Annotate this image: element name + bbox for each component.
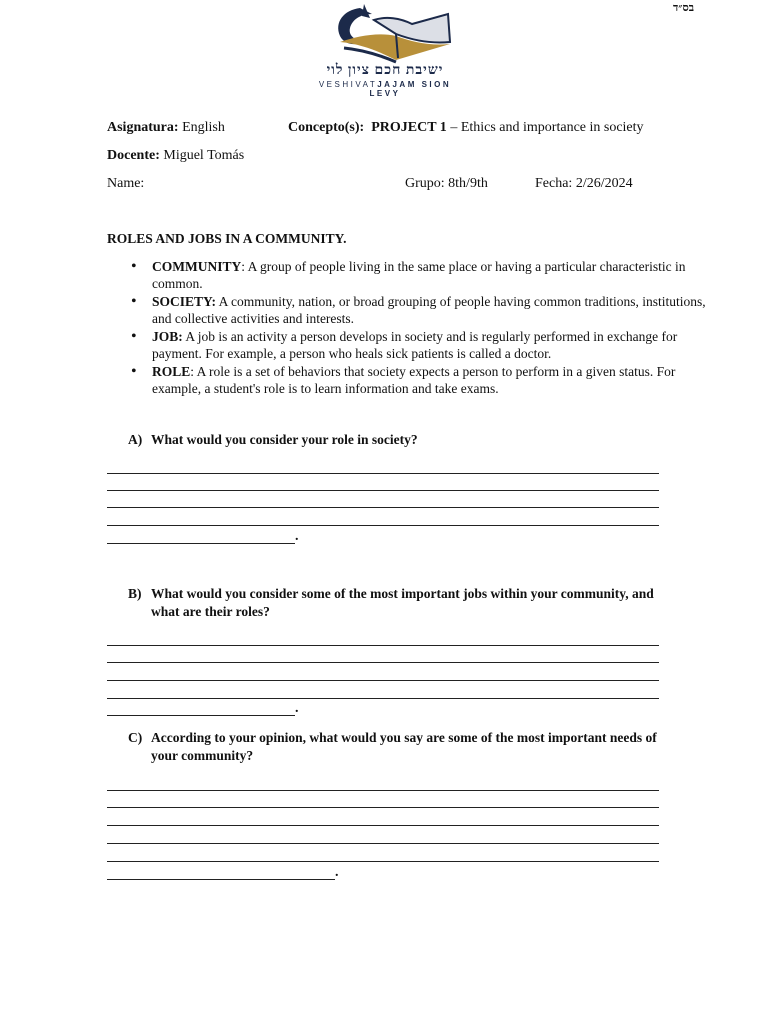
answer-line-c6[interactable] xyxy=(107,879,335,880)
definition-job xyxy=(152,329,712,362)
hebrew-corner-mark: בס״ד xyxy=(672,2,694,14)
line-end-period: . xyxy=(335,865,339,880)
answer-line-b5[interactable] xyxy=(107,715,295,716)
answer-line-c5[interactable] xyxy=(107,861,659,862)
answer-line-b3[interactable] xyxy=(107,680,659,681)
definition-text: A community, nation, or broad grouping of people having common traditions, institutions, and collective activities and interests. xyxy=(152,294,706,326)
logo-latin-bold: JAJAM SION LEVY xyxy=(369,80,452,98)
answer-line-a5[interactable] xyxy=(107,543,295,544)
answer-line-a4[interactable] xyxy=(107,525,659,526)
logo-latin-light: VESHIVAT xyxy=(318,80,378,89)
definition-society xyxy=(152,294,712,327)
teacher-value: Miguel Tomás xyxy=(163,148,245,163)
definition-text: : A role is a set of behaviors that society expects a person to perform in a given status. For example, a student's role is to learn information and take exams. xyxy=(152,364,676,396)
book-logo-icon xyxy=(300,2,470,64)
concept-rest: – Ethics and importance in society xyxy=(450,120,644,135)
definition-term: JOB: xyxy=(152,329,183,344)
answer-line-b4[interactable] xyxy=(107,698,659,699)
answer-line-a2[interactable] xyxy=(107,490,659,491)
answer-line-c2[interactable] xyxy=(107,807,659,808)
question-text: According to your opinion, what would you say are some of the most important needs of your community? xyxy=(151,730,657,763)
definition-community xyxy=(152,259,712,292)
answer-line-b2[interactable] xyxy=(107,662,659,663)
answer-line-c1[interactable] xyxy=(107,790,659,791)
concept-project: PROJECT 1 xyxy=(371,120,447,135)
group-text: Grupo: 8th/9th xyxy=(405,176,488,191)
subject-line xyxy=(107,119,225,137)
subject-label: Asignatura: xyxy=(107,120,179,135)
question-c xyxy=(128,729,668,765)
definition-text: A job is an activity a person develops in society and is regularly performed in exchange for payment. For example, a person who heals sick patients is called a doctor. xyxy=(152,329,678,361)
subject-value: English xyxy=(182,120,225,135)
question-a xyxy=(128,431,668,449)
definition-text: : A group of people living in the same place or having a particular characteristic in common. xyxy=(152,259,686,291)
definition-role xyxy=(152,364,712,397)
teacher-line xyxy=(107,147,244,165)
logo-latin-text xyxy=(304,80,466,98)
logo-hebrew-text: ישיבת חכם ציון לוי xyxy=(326,63,444,78)
answer-line-a3[interactable] xyxy=(107,507,659,508)
answer-line-a1[interactable] xyxy=(107,473,659,474)
question-label: B) xyxy=(128,586,142,601)
concept-label: Concepto(s): xyxy=(288,120,365,135)
answer-line-c4[interactable] xyxy=(107,843,659,844)
definition-term: ROLE xyxy=(152,364,191,379)
concept-line xyxy=(288,119,644,137)
definition-term: SOCIETY: xyxy=(152,294,217,309)
teacher-label: Docente: xyxy=(107,148,160,163)
question-label: A) xyxy=(128,432,143,447)
name-label: Name: xyxy=(107,176,145,191)
section-title: ROLES AND JOBS IN A COMMUNITY. xyxy=(107,231,347,246)
question-b xyxy=(128,585,668,621)
definition-term: COMMUNITY xyxy=(152,259,242,274)
school-logo xyxy=(300,2,470,98)
date-text: Fecha: 2/26/2024 xyxy=(535,176,633,191)
question-label: C) xyxy=(128,730,143,745)
definitions-list xyxy=(108,259,712,399)
answer-line-c3[interactable] xyxy=(107,825,659,826)
answer-line-b1[interactable] xyxy=(107,645,659,646)
question-text: What would you consider some of the most important jobs within your community, and what are their roles? xyxy=(151,586,654,619)
line-end-period: . xyxy=(295,701,299,716)
question-text: What would you consider your role in society? xyxy=(151,432,418,447)
line-end-period: . xyxy=(295,529,299,544)
